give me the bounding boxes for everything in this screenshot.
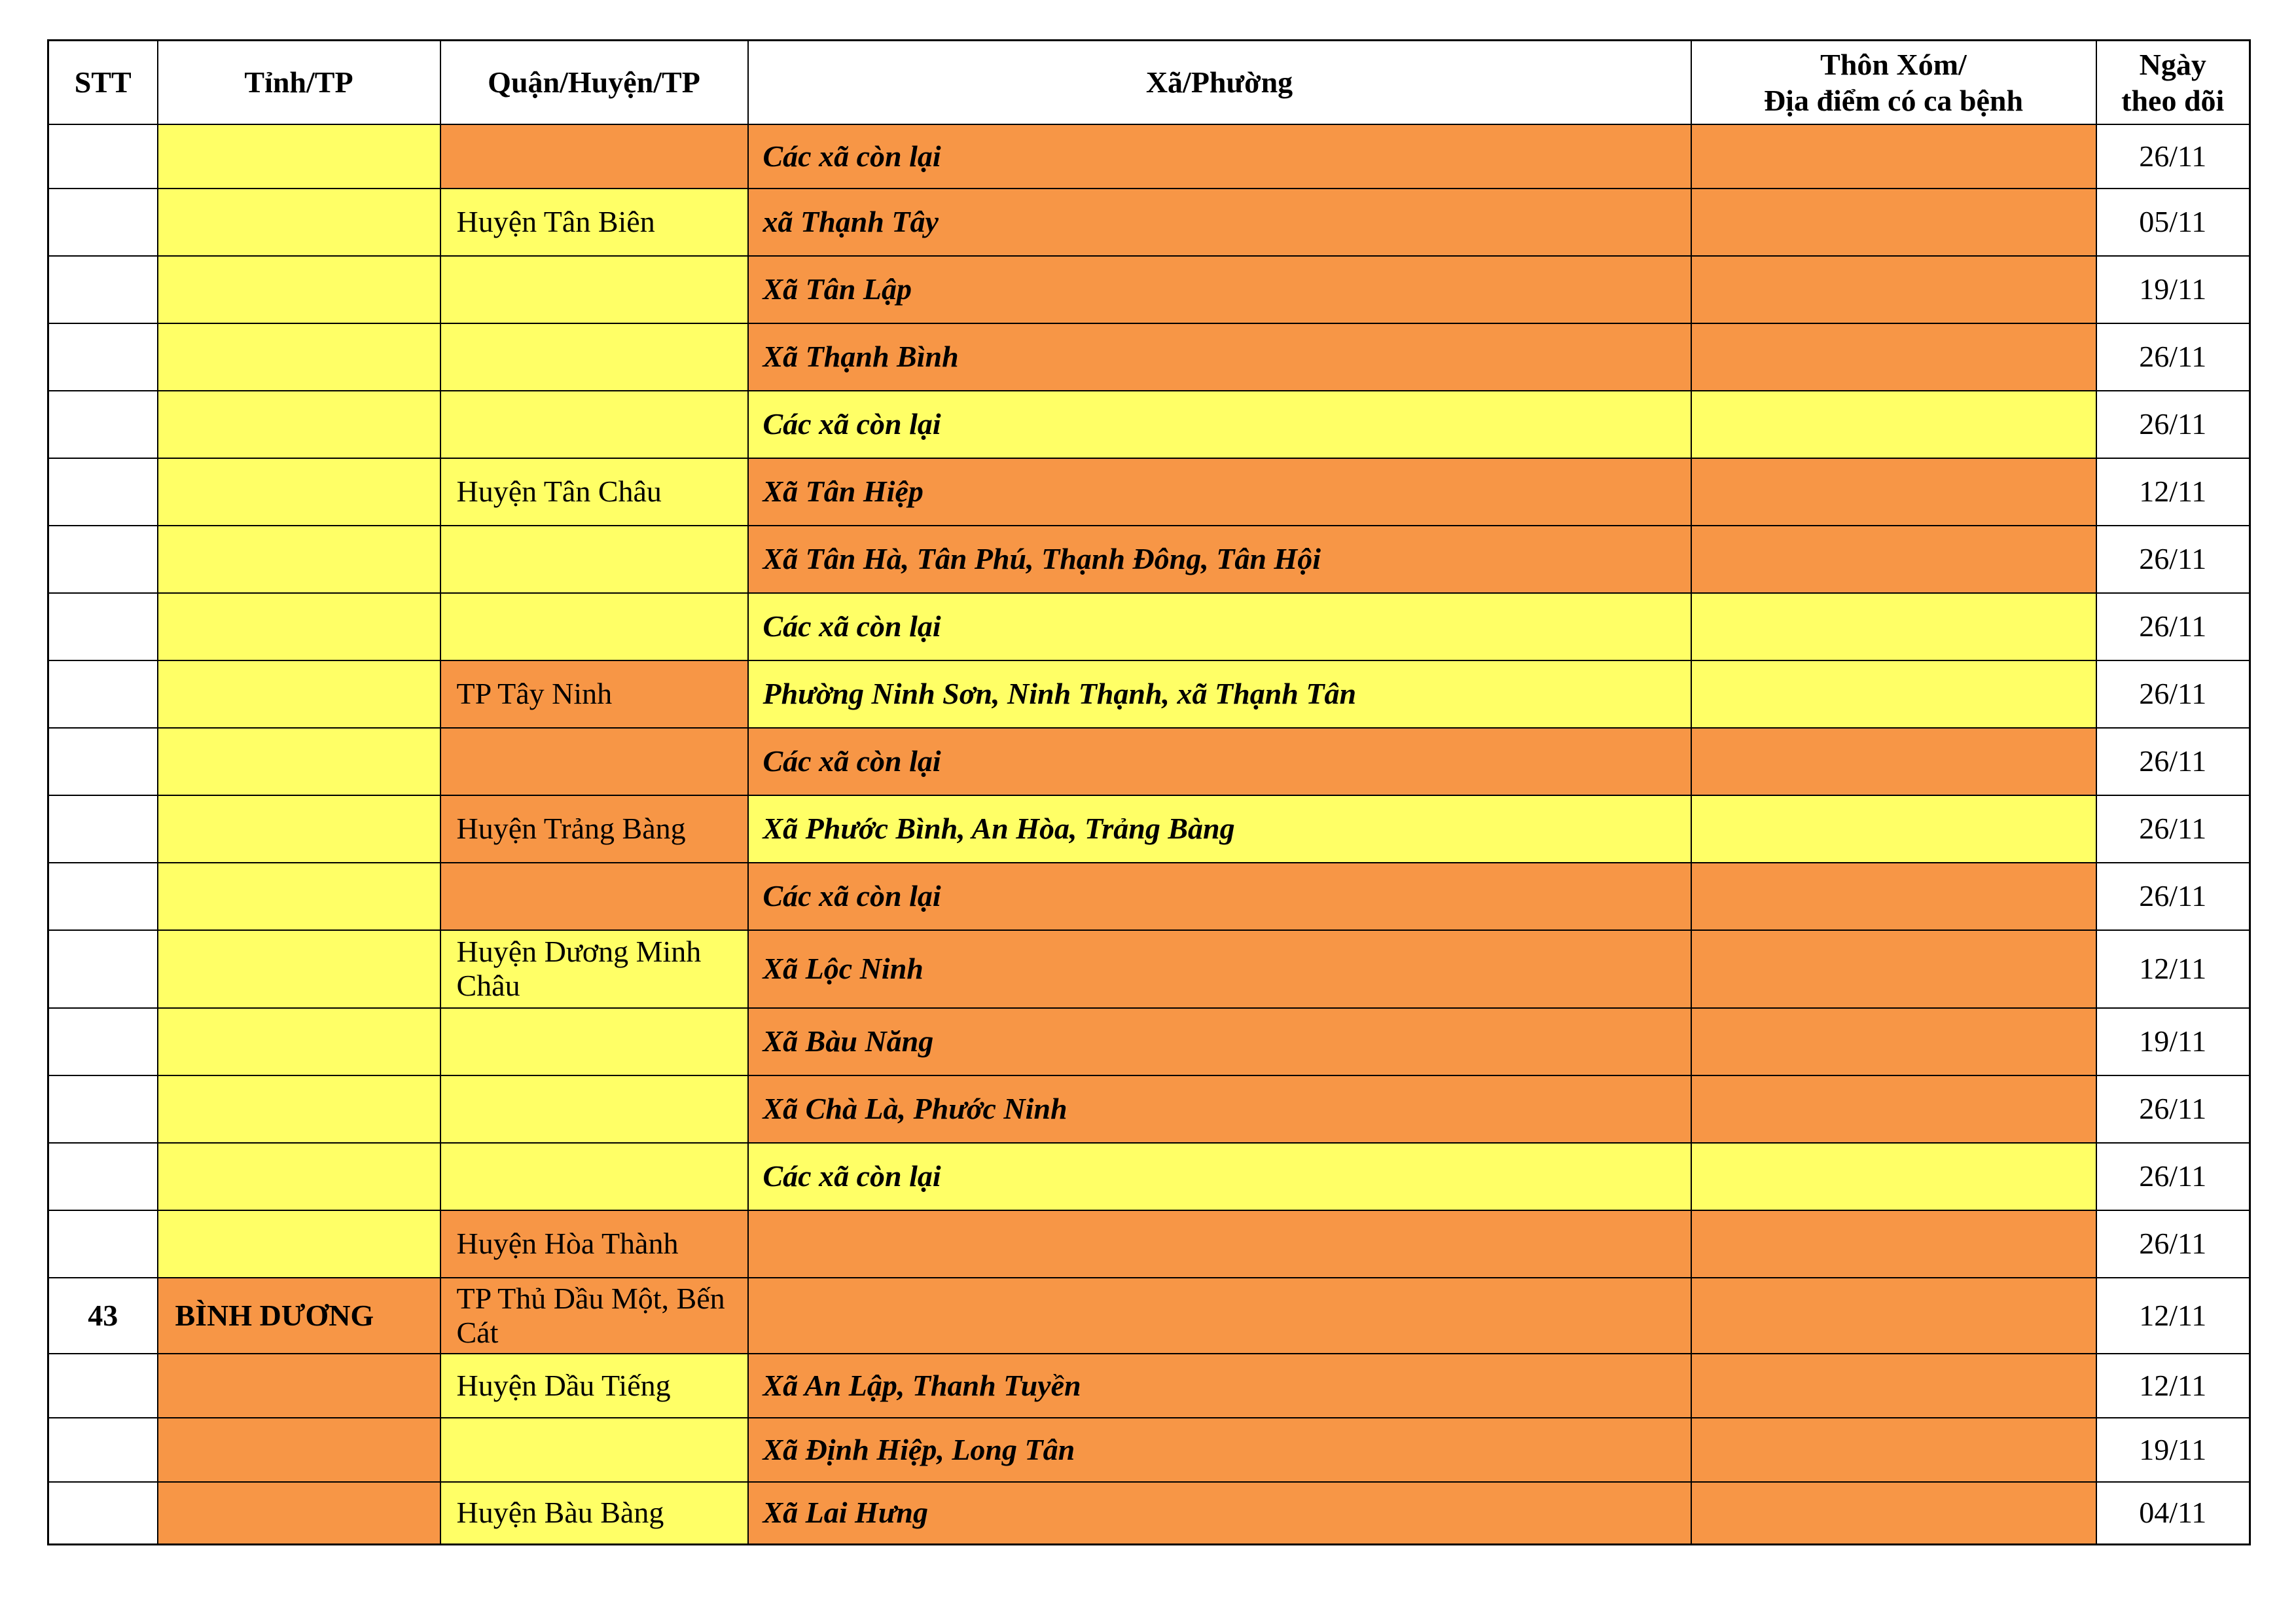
table-row <box>48 124 2250 189</box>
cell-tinh <box>158 1008 440 1075</box>
cell-thon <box>1691 391 2096 458</box>
table-row <box>48 1354 2250 1418</box>
header-ngay: Ngày theo dõi <box>2096 41 2250 124</box>
header-stt: STT <box>48 41 158 124</box>
cell-thon <box>1691 1008 2096 1075</box>
cell-thon <box>1691 930 2096 1008</box>
cell-thon <box>1691 256 2096 323</box>
cell-quan: Huyện Bàu Bàng <box>440 1482 748 1545</box>
table-row <box>48 660 2250 728</box>
cell-ngay: 12/11 <box>2096 1278 2250 1354</box>
cell-ngay: 05/11 <box>2096 189 2250 256</box>
cell-ngay: 26/11 <box>2096 863 2250 930</box>
table-row <box>48 1418 2250 1482</box>
table-row <box>48 526 2250 593</box>
table-row <box>48 1143 2250 1210</box>
cell-quan <box>440 593 748 660</box>
cell-xa: Xã Tân Hiệp <box>748 458 1691 526</box>
cell-tinh <box>158 728 440 795</box>
cell-quan: Huyện Tân Châu <box>440 458 748 526</box>
cell-ngay: 19/11 <box>2096 1418 2250 1482</box>
cell-quan <box>440 1075 748 1143</box>
table-row <box>48 795 2250 863</box>
cell-ngay: 26/11 <box>2096 1143 2250 1210</box>
cell-ngay: 26/11 <box>2096 728 2250 795</box>
cell-ngay: 26/11 <box>2096 391 2250 458</box>
cell-ngay: 26/11 <box>2096 124 2250 189</box>
cell-xa: Các xã còn lại <box>748 391 1691 458</box>
cell-xa: Xã Định Hiệp, Long Tân <box>748 1418 1691 1482</box>
cell-stt <box>48 1075 158 1143</box>
cell-tinh <box>158 391 440 458</box>
cell-ngay: 26/11 <box>2096 526 2250 593</box>
cell-tinh <box>158 458 440 526</box>
table-row <box>48 1210 2250 1278</box>
cell-ngay: 19/11 <box>2096 256 2250 323</box>
cell-thon <box>1691 795 2096 863</box>
header-thon: Thôn Xóm/ Địa điểm có ca bệnh <box>1691 41 2096 124</box>
cell-thon <box>1691 1482 2096 1545</box>
cell-thon <box>1691 1354 2096 1418</box>
cell-quan: Huyện Dầu Tiếng <box>440 1354 748 1418</box>
cell-quan: Huyện Trảng Bàng <box>440 795 748 863</box>
cell-ngay: 12/11 <box>2096 930 2250 1008</box>
cell-thon <box>1691 660 2096 728</box>
cell-quan <box>440 863 748 930</box>
cell-tinh <box>158 795 440 863</box>
cell-xa: Xã Lai Hưng <box>748 1482 1691 1545</box>
cell-stt <box>48 1210 158 1278</box>
cell-xa: Các xã còn lại <box>748 863 1691 930</box>
cell-stt <box>48 1354 158 1418</box>
cell-xa: Xã An Lập, Thanh Tuyền <box>748 1354 1691 1418</box>
cell-tinh <box>158 660 440 728</box>
cell-ngay: 26/11 <box>2096 795 2250 863</box>
cell-quan: TP Tây Ninh <box>440 660 748 728</box>
cell-xa: Xã Thạnh Bình <box>748 323 1691 391</box>
table-header <box>48 41 2250 124</box>
cell-quan: Huyện Dương Minh Châu <box>440 930 748 1008</box>
cell-quan: Huyện Tân Biên <box>440 189 748 256</box>
cell-ngay: 26/11 <box>2096 1210 2250 1278</box>
cell-stt <box>48 1418 158 1482</box>
cell-thon <box>1691 863 2096 930</box>
cell-stt <box>48 660 158 728</box>
table-row <box>48 728 2250 795</box>
cell-thon <box>1691 323 2096 391</box>
cell-quan <box>440 1418 748 1482</box>
cell-stt <box>48 593 158 660</box>
cell-stt <box>48 391 158 458</box>
cell-xa: xã Thạnh Tây <box>748 189 1691 256</box>
cell-quan <box>440 391 748 458</box>
cell-xa: Các xã còn lại <box>748 124 1691 189</box>
cell-stt <box>48 458 158 526</box>
cell-quan <box>440 256 748 323</box>
cell-xa: Các xã còn lại <box>748 593 1691 660</box>
table-row <box>48 1278 2250 1354</box>
table-row <box>48 323 2250 391</box>
table-row <box>48 863 2250 930</box>
cell-tinh <box>158 863 440 930</box>
cell-tinh <box>158 189 440 256</box>
cell-stt <box>48 728 158 795</box>
cell-tinh <box>158 323 440 391</box>
cell-ngay: 26/11 <box>2096 323 2250 391</box>
cell-ngay: 26/11 <box>2096 660 2250 728</box>
table-row <box>48 1482 2250 1545</box>
table-row <box>48 593 2250 660</box>
cell-xa: Các xã còn lại <box>748 1143 1691 1210</box>
cell-quan <box>440 728 748 795</box>
cell-quan <box>440 526 748 593</box>
cell-stt <box>48 1008 158 1075</box>
cell-stt <box>48 863 158 930</box>
cell-thon <box>1691 124 2096 189</box>
cell-thon <box>1691 526 2096 593</box>
cell-quan <box>440 323 748 391</box>
cell-tinh <box>158 1143 440 1210</box>
cell-quan <box>440 124 748 189</box>
cell-stt <box>48 256 158 323</box>
cell-quan <box>440 1008 748 1075</box>
cell-stt <box>48 1143 158 1210</box>
cell-stt <box>48 1482 158 1545</box>
cell-stt <box>48 930 158 1008</box>
cell-ngay: 12/11 <box>2096 458 2250 526</box>
table-row <box>48 458 2250 526</box>
cell-stt <box>48 124 158 189</box>
cell-xa: Xã Bàu Năng <box>748 1008 1691 1075</box>
cell-ngay: 26/11 <box>2096 1075 2250 1143</box>
header-quan: Quận/Huyện/TP <box>440 41 748 124</box>
cell-xa: Xã Tân Lập <box>748 256 1691 323</box>
cell-thon <box>1691 458 2096 526</box>
cell-tinh <box>158 1418 440 1482</box>
cell-ngay: 26/11 <box>2096 593 2250 660</box>
cell-tinh <box>158 124 440 189</box>
cell-quan: Huyện Hòa Thành <box>440 1210 748 1278</box>
cell-thon <box>1691 189 2096 256</box>
cell-tinh <box>158 1210 440 1278</box>
cell-tinh: BÌNH DƯƠNG <box>158 1278 440 1354</box>
table-row <box>48 930 2250 1008</box>
cell-xa: Các xã còn lại <box>748 728 1691 795</box>
cell-ngay: 19/11 <box>2096 1008 2250 1075</box>
cell-tinh <box>158 526 440 593</box>
tracking-table <box>47 39 2251 1545</box>
cell-tinh <box>158 1482 440 1545</box>
cell-xa: Xã Phước Bình, An Hòa, Trảng Bàng <box>748 795 1691 863</box>
cell-tinh <box>158 930 440 1008</box>
cell-xa <box>748 1278 1691 1354</box>
cell-xa <box>748 1210 1691 1278</box>
cell-xa: Xã Chà Là, Phước Ninh <box>748 1075 1691 1143</box>
cell-thon <box>1691 728 2096 795</box>
header-row <box>48 41 2250 124</box>
cell-quan <box>440 1143 748 1210</box>
cell-tinh <box>158 1354 440 1418</box>
cell-thon <box>1691 1418 2096 1482</box>
cell-stt: 43 <box>48 1278 158 1354</box>
table-row <box>48 1008 2250 1075</box>
cell-thon <box>1691 593 2096 660</box>
cell-stt <box>48 189 158 256</box>
cell-stt <box>48 795 158 863</box>
table-row <box>48 391 2250 458</box>
table-row <box>48 1075 2250 1143</box>
cell-ngay: 04/11 <box>2096 1482 2250 1545</box>
cell-stt <box>48 526 158 593</box>
table-row <box>48 256 2250 323</box>
cell-tinh <box>158 1075 440 1143</box>
cell-quan: TP Thủ Dầu Một, Bến Cát <box>440 1278 748 1354</box>
cell-thon <box>1691 1278 2096 1354</box>
cell-thon <box>1691 1075 2096 1143</box>
cell-tinh <box>158 593 440 660</box>
cell-stt <box>48 323 158 391</box>
cell-xa: Xã Tân Hà, Tân Phú, Thạnh Đông, Tân Hội <box>748 526 1691 593</box>
cell-xa: Xã Lộc Ninh <box>748 930 1691 1008</box>
table-row <box>48 189 2250 256</box>
header-tinh: Tỉnh/TP <box>158 41 440 124</box>
cell-ngay: 12/11 <box>2096 1354 2250 1418</box>
cell-thon <box>1691 1210 2096 1278</box>
cell-tinh <box>158 256 440 323</box>
header-xa: Xã/Phường <box>748 41 1691 124</box>
cell-thon <box>1691 1143 2096 1210</box>
table-body <box>48 124 2250 1545</box>
cell-xa: Phường Ninh Sơn, Ninh Thạnh, xã Thạnh Tân <box>748 660 1691 728</box>
